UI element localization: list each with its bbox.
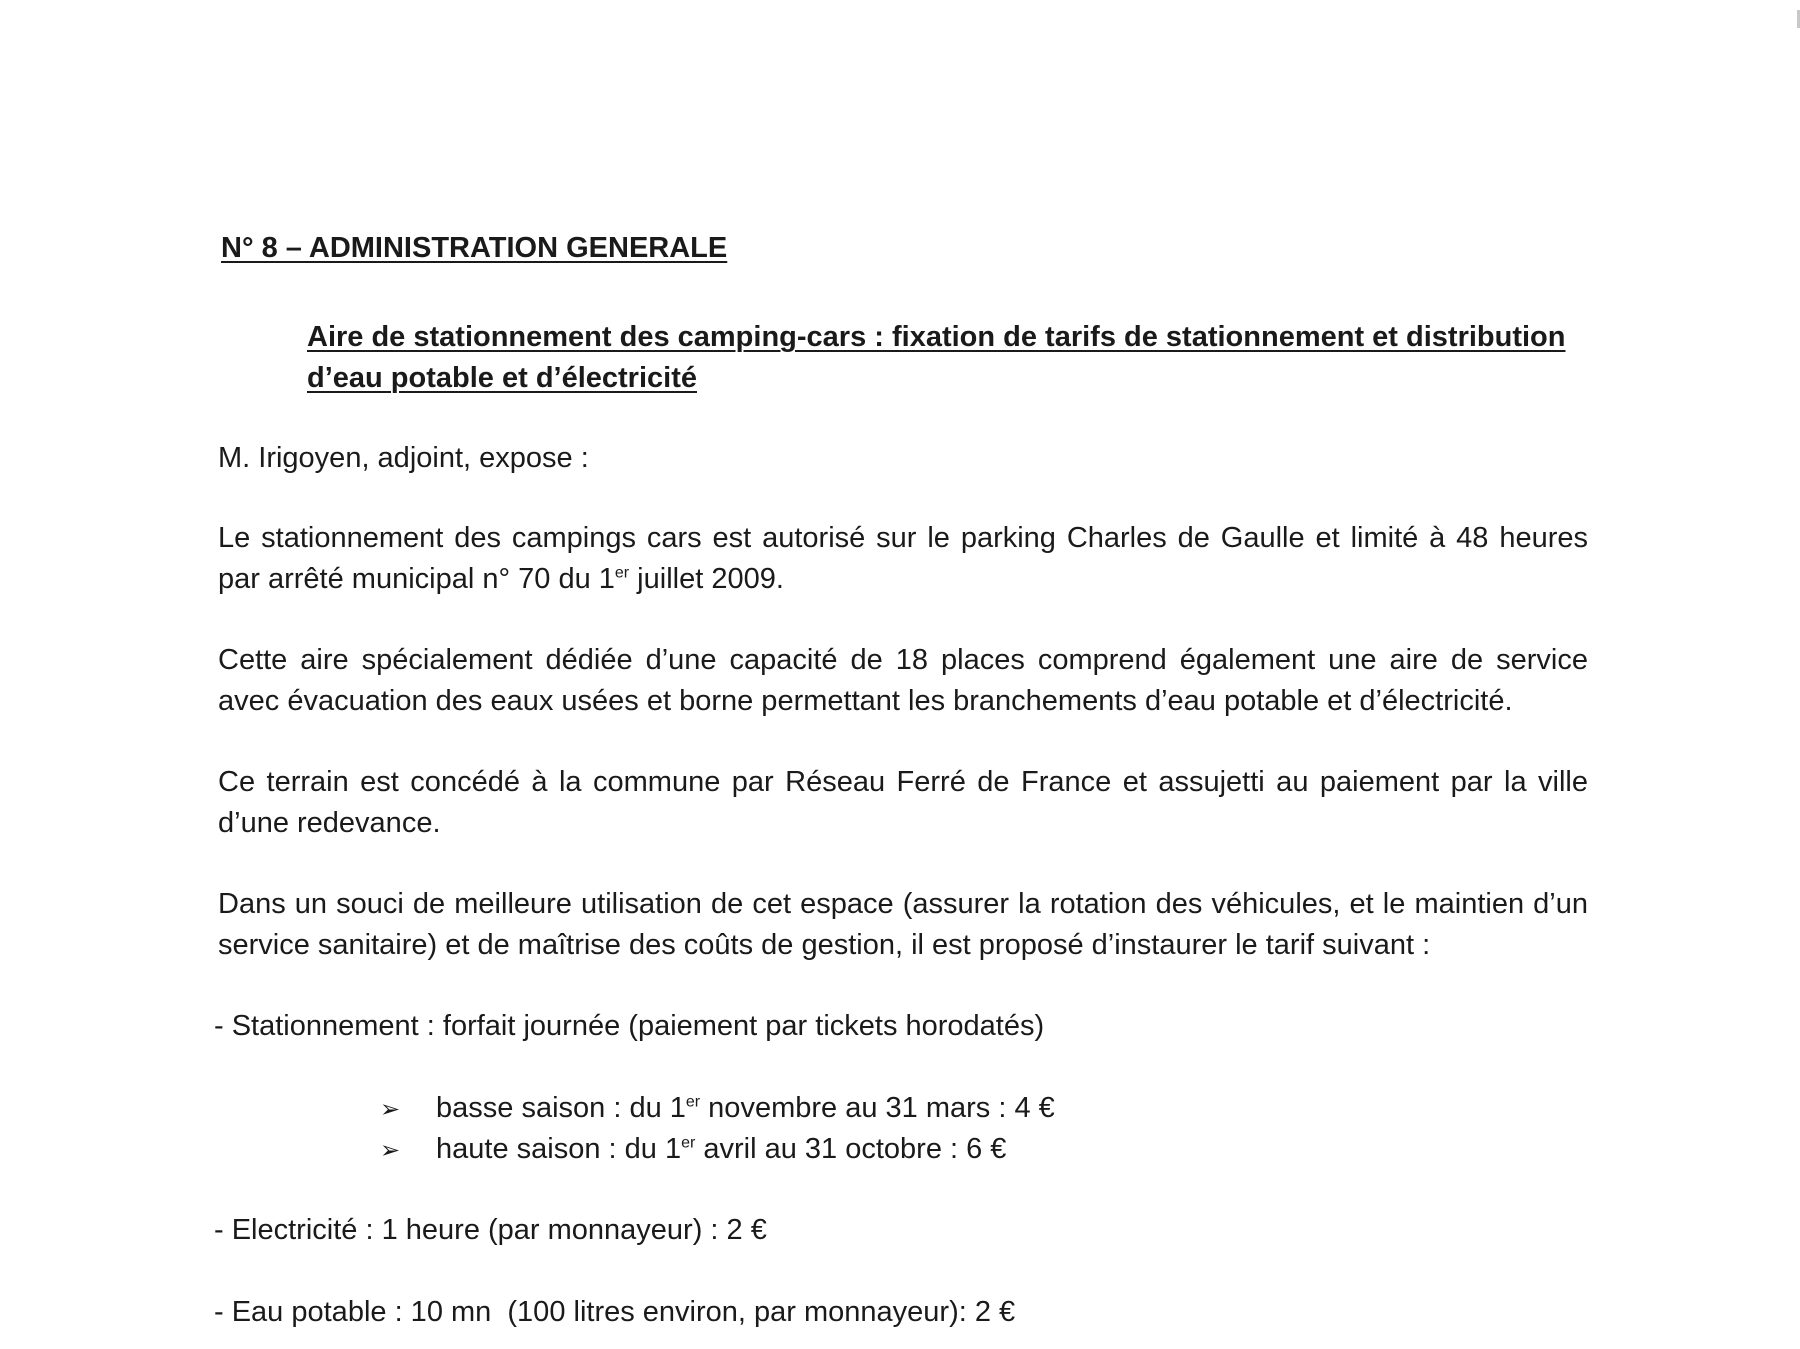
paragraph-text: Le stationnement des campings cars est autorisé sur le parking Charles de Gaulle et limité à 48 heures par arrêté municipal n° 70 du 1: [218, 522, 1588, 595]
bullet-text: basse saison : du 1: [436, 1092, 686, 1124]
paragraph-terrain: Ce terrain est concédé à la commune par Réseau Ferré de France et assujetti au paiement par la ville d’une redevance.: [218, 766, 1588, 839]
paragraph-proposition: Dans un souci de meilleure utilisation de cet espace (assurer la rotation des véhicules, et le maintien d’un service sanitaire) et de maîtrise des coûts de gestion, il est proposé d’instaurer le tarif suivant :: [218, 888, 1588, 961]
ordinal-suffix: er: [685, 1093, 701, 1111]
arrow-bullet-icon: ➢: [380, 1137, 401, 1164]
bullet-text: haute saison : du 1: [436, 1133, 682, 1165]
bullet-haute-saison: [380, 1129, 1006, 1171]
ordinal-suffix: er: [681, 1134, 696, 1152]
arrow-bullet-icon: ➢: [380, 1096, 401, 1123]
paragraph-stationnement: [218, 518, 1588, 600]
subject-title: Aire de stationnement des camping-cars : fixation de tarifs de stationnement et distribution d’eau potable et d’électricité: [307, 321, 1566, 394]
speaker-line: M. Irigoyen, adjoint, expose :: [218, 442, 589, 474]
bullet-text: avril au 31 octobre : 6 €: [695, 1133, 1007, 1165]
ordinal-suffix: er: [614, 564, 630, 582]
section-heading: N° 8 – ADMINISTRATION GENERALE: [221, 232, 728, 264]
paragraph-capacite: Cette aire spécialement dédiée d’une capacité de 18 places comprend également une aire de service avec évacuation des eaux usées et borne permettant les branchements d’eau potable et d’électricité.: [218, 644, 1588, 717]
tariff-stationnement: - Stationnement : forfait journée (paiement par tickets horodatés): [214, 1010, 1045, 1042]
tariff-electricite: - Electricité : 1 heure (par monnayeur) : 2 €: [214, 1214, 767, 1246]
bullet-text: novembre au 31 mars : 4 €: [700, 1092, 1055, 1124]
paragraph-text: juillet 2009.: [629, 563, 784, 595]
tariff-eau-potable: - Eau potable : 10 mn (100 litres environ, par monnayeur): 2 €: [214, 1296, 1016, 1328]
bullet-basse-saison: [380, 1088, 1055, 1130]
